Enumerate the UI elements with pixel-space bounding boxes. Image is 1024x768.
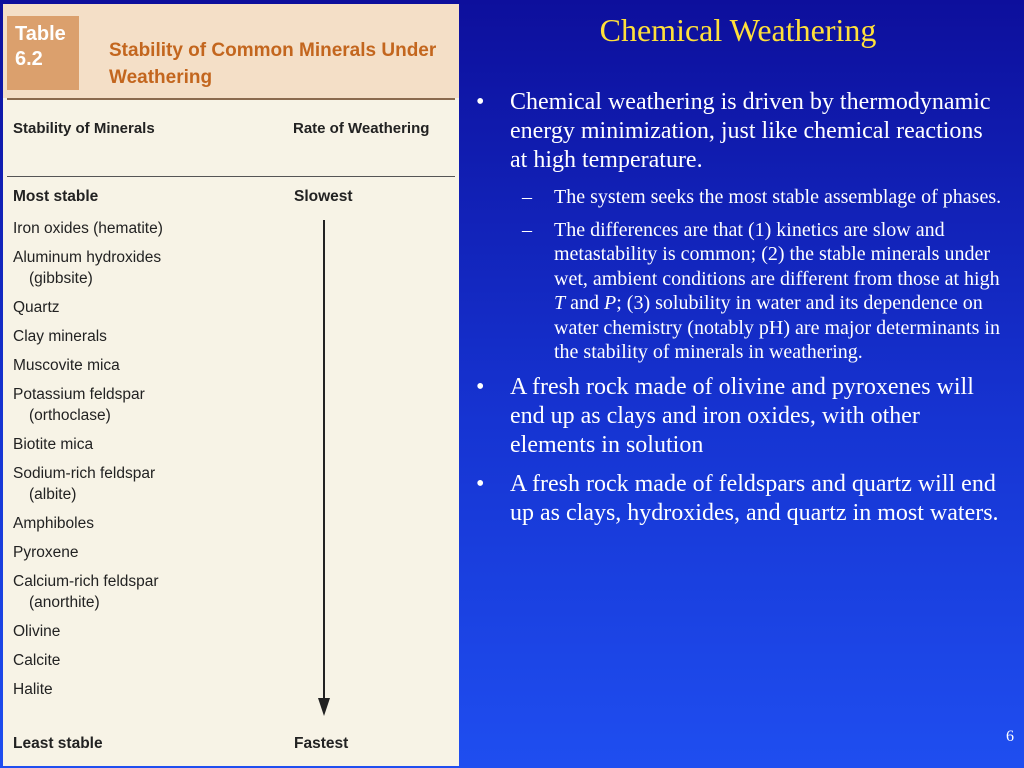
sub-bullet-text-part2: ; (3) solubility in water and its dependence on water chemistry (notably pH) are major determinants in the stability of minerals in weathering. (554, 292, 1000, 363)
bullet-thermodynamics (466, 88, 1006, 175)
mineral-row (13, 571, 273, 613)
italic-T: T (554, 292, 566, 314)
column-header-rate: Rate of Weathering (293, 120, 430, 137)
table-number: Table 6.2 (7, 16, 79, 90)
bullet-text: A fresh rock made of feldspars and quartz will end up as clays, hydroxides, and quartz in most waters. (510, 470, 999, 526)
mineral-variety: (anorthite) (29, 594, 100, 611)
mineral-row (13, 679, 273, 700)
header-divider (7, 98, 455, 100)
slide-title: Chemical Weathering (599, 12, 877, 48)
mineral-row (13, 434, 273, 455)
sub-bullet-list (466, 185, 1006, 365)
mineral-row (13, 297, 273, 318)
mineral-stability-table (3, 4, 459, 766)
sub-bullet-text: The system seeks the most stable assemblage of phases. (554, 186, 1002, 208)
mineral-name: Pyroxene (13, 544, 79, 561)
sub-bullet-stable-assemblage (466, 185, 1006, 210)
mineral-name: Olivine (13, 623, 61, 640)
bullet-text: Chemical weathering is driven by thermodynamic energy minimization, just like chemical reactions at high temperature. (510, 89, 991, 173)
slowest-label: Slowest (294, 188, 353, 205)
mineral-row (13, 650, 273, 671)
mineral-variety: (gibbsite) (29, 270, 93, 287)
column-header-stability: Stability of Minerals (13, 120, 155, 137)
mineral-name: Halite (13, 681, 53, 698)
mineral-name: Muscovite mica (13, 357, 120, 374)
arrow-down-icon (318, 698, 330, 716)
slide-content (466, 88, 1006, 538)
sub-bullet-text-and: and (565, 292, 605, 314)
least-stable-label: Least stable (13, 735, 103, 752)
mineral-row (13, 355, 273, 376)
most-stable-label: Most stable (13, 188, 99, 205)
mineral-name: Iron oxides (hematite) (13, 220, 163, 237)
table-header (3, 4, 459, 98)
mineral-row (13, 247, 273, 289)
mineral-list (13, 218, 273, 708)
mineral-name: Potassium feldspar (13, 386, 145, 403)
bullet-olivine-pyroxenes (466, 373, 1006, 460)
mineral-row (13, 513, 273, 534)
mineral-name: Calcite (13, 652, 61, 669)
slide-number: 6 (1006, 728, 1014, 745)
mineral-variety: (orthoclase) (29, 407, 111, 424)
column-header-divider (7, 176, 455, 177)
mineral-name: Calcium-rich feldspar (13, 573, 159, 590)
sub-bullet-differences (466, 218, 1006, 365)
mineral-name: Amphiboles (13, 515, 94, 532)
mineral-row (13, 542, 273, 563)
mineral-name: Clay minerals (13, 328, 107, 345)
mineral-name: Aluminum hydroxides (13, 249, 162, 266)
table-title: Stability of Common Minerals Under Weathering (109, 40, 437, 88)
sub-bullet-text-part1: The differences are that (1) kinetics are slow and metastability is common; (2) the stable minerals under wet, ambient conditions are different from those at high (554, 218, 1000, 290)
mineral-row (13, 218, 273, 239)
mineral-name: Sodium-rich feldspar (13, 465, 156, 482)
mineral-name: Biotite mica (13, 436, 94, 453)
mineral-row (13, 621, 273, 642)
weathering-rate-arrow (323, 220, 325, 700)
fastest-label: Fastest (294, 735, 349, 752)
italic-P: P (604, 292, 617, 314)
mineral-row (13, 326, 273, 347)
mineral-variety: (albite) (29, 486, 77, 503)
bullet-feldspars-quartz (466, 470, 1006, 528)
mineral-row (13, 463, 273, 505)
mineral-row (13, 384, 273, 426)
mineral-name: Quartz (13, 299, 60, 316)
bullet-text: A fresh rock made of olivine and pyroxenes will end up as clays and iron oxides, with other elements in solution (510, 373, 974, 458)
